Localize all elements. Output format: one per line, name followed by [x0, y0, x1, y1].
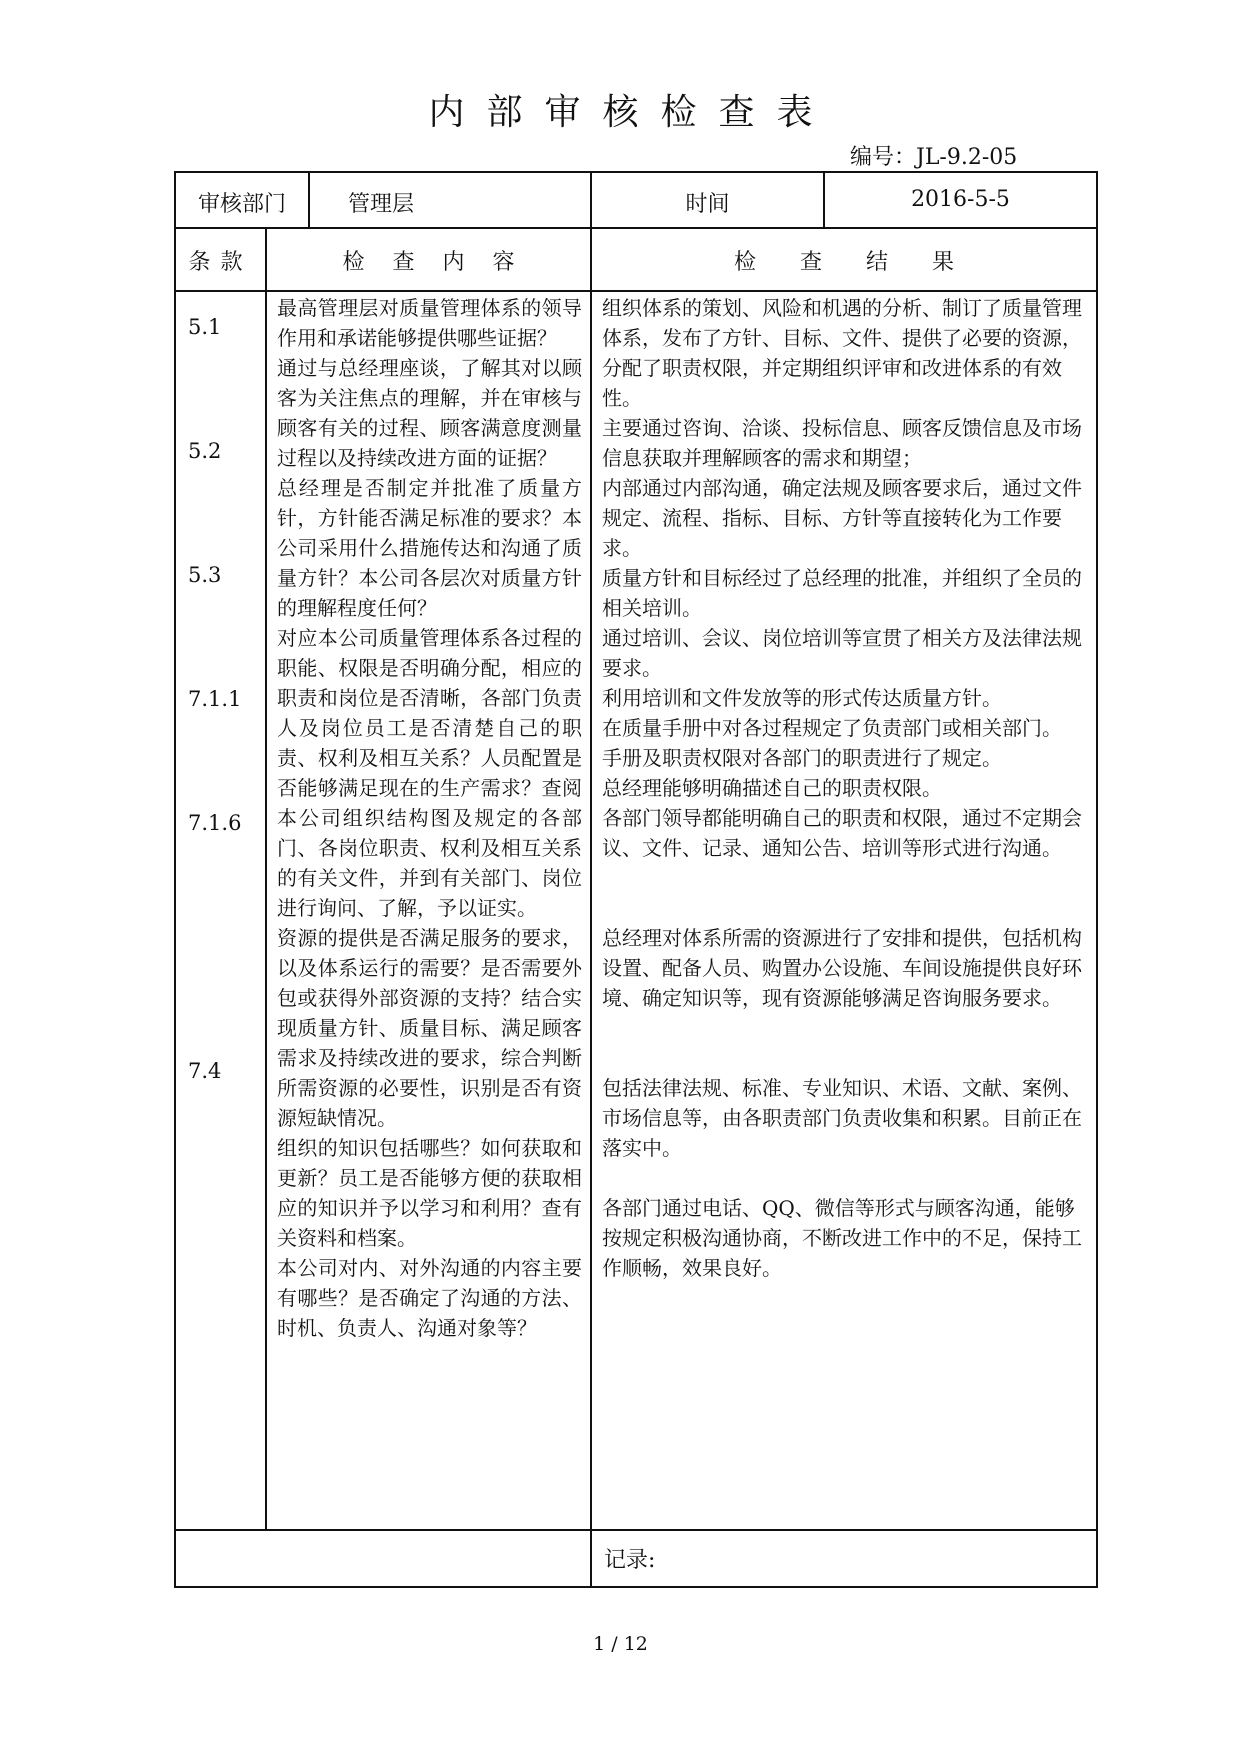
page-indicator: 1 / 12 — [593, 1633, 648, 1655]
result-paragraph: 总经理对体系所需的资源进行了安排和提供，包括机构设置、配备人员、购置办公设施、车间设施提供良好环境、确定知识等，现有资源能够满足咨询服务要求。 — [602, 926, 1082, 1010]
inspection-results — [602, 293, 1089, 1283]
clause-number: 5.2 — [188, 439, 222, 463]
inspection-content — [277, 293, 582, 1343]
col-clause-heading: 条款 — [188, 250, 253, 275]
clause-number: 7.1.6 — [188, 811, 242, 835]
document-title: 内部审核检查表 — [428, 92, 835, 133]
content-paragraph: 总经理是否制定并批准了质量方针，方针能否满足标准的要求？本公司采用什么措施传达和沟通了质量方针？本公司各层次对质量方针的理解程度任何？ — [277, 476, 582, 620]
content-paragraph: 资源的提供是否满足服务的要求，以及体系运行的需要？是否需要外包或获得外部资源的支持？结合实现质量方针、质量目标、满足顾客需求及持续改进的要求，综合判断所需资源的必要性，识别是否有资源短缺情况。 — [277, 926, 582, 1130]
record-label: 记录: — [604, 1548, 656, 1573]
clause-number: 7.1.1 — [188, 687, 242, 711]
result-paragraph: 组织体系的策划、风险和机遇的分析、制订了质量管理体系，发布了方针、目标、文件、提供了必要的资源，分配了职责权限，并定期组织评审和改进体系的有效性。 — [602, 296, 1082, 410]
result-paragraph: 利用培训和文件发放等的形式传达质量方针。 — [602, 686, 1002, 710]
result-paragraph: 质量方针和目标经过了总经理的批准，并组织了全员的相关培训。 — [602, 566, 1082, 620]
col-divider — [308, 173, 310, 227]
col-divider — [590, 173, 592, 1586]
clause-number: 7.4 — [188, 1059, 222, 1083]
row-divider — [176, 290, 1096, 292]
result-paragraph: 内部通过内部沟通，确定法规及顾客要求后，通过文件规定、流程、指标、目标、方针等直接转化为工作要求。 — [602, 476, 1082, 560]
col-divider — [265, 227, 267, 1529]
clause-number: 5.3 — [188, 563, 222, 587]
audit-dept-label: 审核部门 — [197, 192, 286, 217]
result-paragraph: 总经理能够明确描述自己的职责权限。 — [602, 776, 942, 800]
content-paragraph: 通过与总经理座谈，了解其对以顾客为关注焦点的理解，并在审核与顾客有关的过程、顾客满意度测量过程以及持续改进方面的证据？ — [277, 356, 582, 470]
audit-dept-value: 管理层 — [348, 192, 415, 217]
content-paragraph: 对应本公司质量管理体系各过程的职能、权限是否明确分配，相应的职责和岗位是否清晰，各部门负责人及岗位员工是否清楚自己的职责、权利及相互关系？人员配置是否能够满足现在的生产需求？查阅本公司组织结构图及规定的各部门、各岗位职责、权利及相互关系的有关文件，并到有关部门、岗位进行询问、了解，予以证实。 — [277, 626, 582, 920]
content-paragraph: 最高管理层对质量管理体系的领导作用和承诺能够提供哪些证据？ — [277, 296, 582, 350]
content-paragraph: 组织的知识包括哪些？如何获取和更新？员工是否能够方便的获取相应的知识并予以学习和利用？查有关资料和档案。 — [277, 1136, 582, 1250]
document-number: 编号：JL-9.2-05 — [850, 145, 1018, 170]
time-label: 时间 — [685, 192, 730, 217]
clause-number: 5.1 — [188, 315, 222, 339]
clause-list — [188, 291, 258, 1521]
row-divider — [176, 1529, 1096, 1531]
col-result-heading: 检查结果 — [733, 250, 998, 275]
col-content-heading: 检查内容 — [342, 250, 543, 275]
result-paragraph: 包括法律法规、标准、专业知识、术语、文献、案例、市场信息等，由各职责部门负责收集和积累。目前正在落实中。 — [602, 1076, 1082, 1160]
time-value: 2016-5-5 — [911, 187, 1010, 212]
result-paragraph: 各部门通过电话、QQ、微信等形式与顾客沟通，能够按规定积极沟通协商，不断改进工作中的不足，保持工作顺畅，效果良好。 — [602, 1196, 1082, 1280]
checklist-table — [174, 171, 1098, 1588]
result-paragraph: 在质量手册中对各过程规定了负责部门或相关部门。 — [602, 716, 1062, 740]
result-paragraph: 通过培训、会议、岗位培训等宣贯了相关方及法律法规要求。 — [602, 626, 1082, 680]
result-paragraph: 各部门领导都能明确自己的职责和权限，通过不定期会议、文件、记录、通知公告、培训等形式进行沟通。 — [602, 806, 1082, 860]
result-paragraph: 手册及职责权限对各部门的职责进行了规定。 — [602, 746, 1002, 770]
content-paragraph: 本公司对内、对外沟通的内容主要有哪些？是否确定了沟通的方法、时机、负责人、沟通对象等？ — [277, 1256, 582, 1340]
result-paragraph: 主要通过咨询、洽谈、投标信息、顾客反馈信息及市场信息获取并理解顾客的需求和期望； — [602, 416, 1082, 470]
row-divider — [176, 227, 1096, 229]
